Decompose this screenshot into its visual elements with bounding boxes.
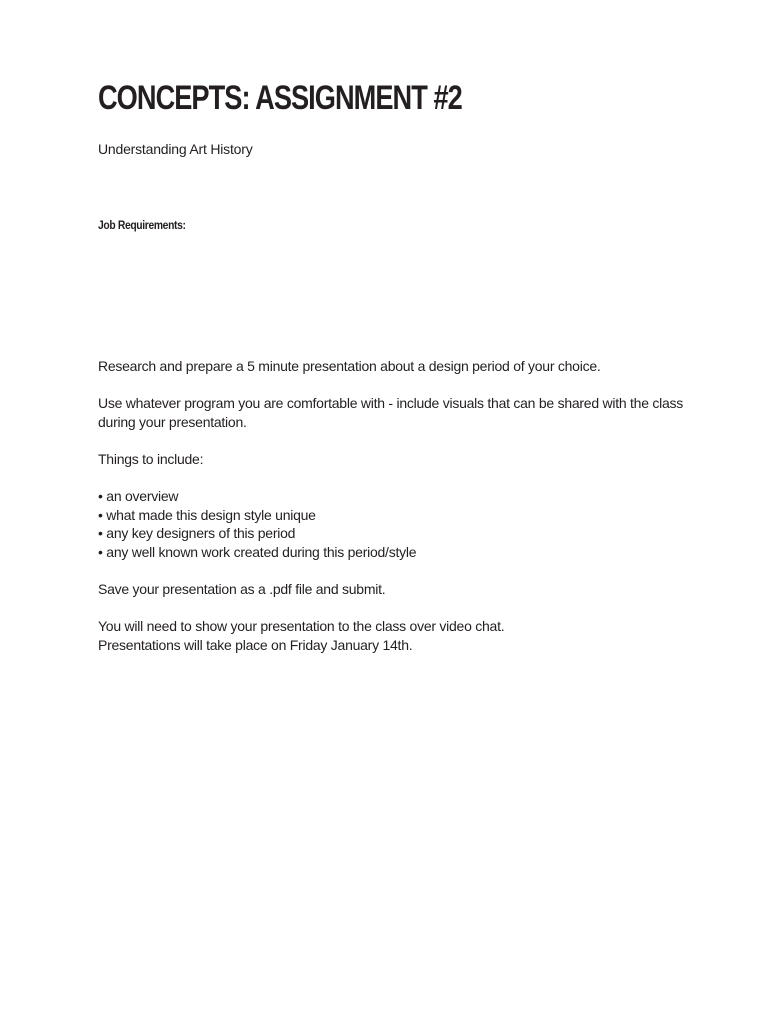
list-item: • any well known work created during this period/style: [98, 543, 698, 562]
assignment-body: [98, 357, 698, 673]
video-chat-line: You will need to show your presentation to the class over video chat.: [98, 618, 505, 635]
page-subtitle: Understanding Art History: [98, 141, 253, 157]
section-label-job-requirements: Job Requirements:: [98, 218, 186, 232]
paragraph-program: Use whatever program you are comfortable with - include visuals that can be shared with the class during your presentation.: [98, 395, 684, 430]
paragraph-presentation-info: [98, 617, 698, 654]
presentation-date-line: Presentations will take place on Friday January 14th.: [98, 636, 413, 653]
include-list: [98, 487, 698, 561]
page-title: CONCEPTS: ASSIGNMENT #2: [98, 79, 462, 117]
list-item: • any key designers of this period: [98, 524, 698, 543]
list-item: • an overview: [98, 487, 698, 506]
document-page: [98, 0, 698, 1024]
list-item: • what made this design style unique: [98, 506, 698, 525]
paragraph-research: Research and prepare a 5 minute presentation about a design period of your choice.: [98, 358, 601, 374]
paragraph-save: Save your presentation as a .pdf file and submit.: [98, 581, 386, 598]
paragraph-things-to-include: Things to include:: [98, 450, 204, 467]
